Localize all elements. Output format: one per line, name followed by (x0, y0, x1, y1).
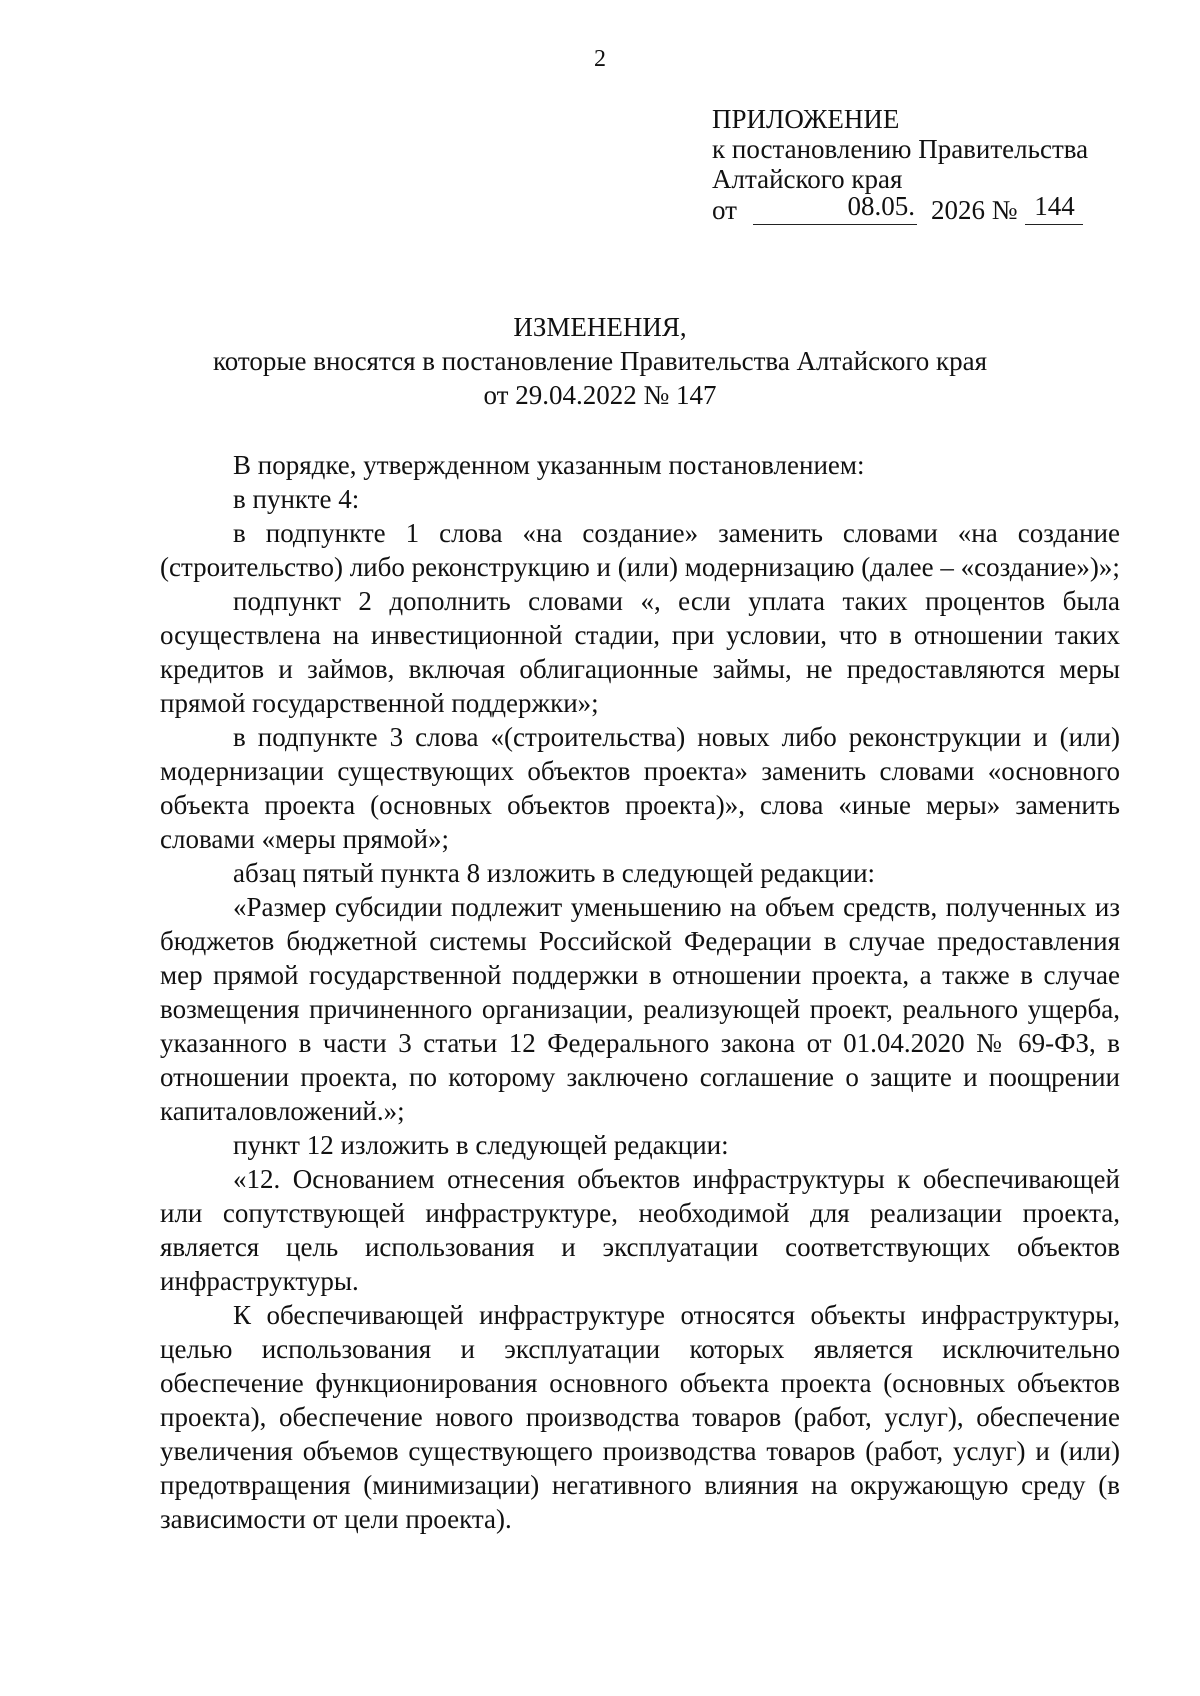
paragraph: «12. Основанием отнесения объектов инфраструктуры к обеспечивающей или сопутствующей инфраструктуре, необходимой для реализации проекта, является цель использования и эксплуатации соответствующих объектов инфраструктуры. (160, 1164, 1120, 1296)
paragraph: в подпункте 3 слова «(строительства) новых либо реконструкции и (или) модернизации существующих объектов проекта» заменить словами «основного объекта проекта (основных объектов проекта)», слова «иные меры» заменить словами «меры прямой»; (160, 722, 1120, 854)
appendix-year-number-label: 2026 № (930, 195, 1018, 225)
appendix-number-field: 144 (1025, 194, 1083, 225)
appendix-line-1: к постановлению Правительства (712, 134, 1089, 164)
paragraph: К обеспечивающей инфраструктуре относятся объекты инфраструктуры, целью использования и эксплуатации которых является исключительно обеспечение функционирования основного объекта проекта (основных объектов проекта), обеспечение нового производства товаров (работ, услуг), обеспечение увеличения объемов существующего производства товаров (работ, услуг) и (или) предотвращения (минимизации) негативного влияния на окружающую среду (в зависимости от цели проекта). (160, 1300, 1120, 1534)
paragraph: пункт 12 изложить в следующей редакции: (233, 1130, 729, 1160)
paragraph: подпункт 2 дополнить словами «, если уплата таких процентов была осуществлена на инвестиционной стадии, при условии, что в отношении таких кредитов и займов, включая облигационные займы, не предоставляются меры прямой государственной поддержки»; (160, 586, 1120, 718)
appendix-date-prefix: от (712, 195, 737, 225)
paragraph: абзац пятый пункта 8 изложить в следующей редакции: (233, 858, 876, 888)
heading-line-2: от 29.04.2022 № 147 (483, 380, 717, 410)
appendix-line-2: Алтайского края (712, 164, 903, 194)
appendix-block (712, 104, 1088, 225)
document-heading (0, 310, 1200, 412)
page-number: 2 (594, 46, 606, 72)
appendix-date-row (712, 191, 1088, 225)
heading-line-1: которые вносятся в постановление Правительства Алтайского края (212, 346, 987, 376)
paragraph: В порядке, утвержденном указанным постановлением: (233, 450, 865, 480)
paragraph: в подпункте 1 слова «на создание» заменить словами «на создание (строительство) либо реконструкцию и (или) модернизацию (далее – «создание»)»; (160, 518, 1120, 582)
heading-title: ИЗМЕНЕНИЯ, (513, 312, 687, 342)
appendix-date-field: 08.05. (753, 194, 917, 225)
document-body (160, 448, 1120, 1536)
paragraph: «Размер субсидии подлежит уменьшению на объем средств, полученных из бюджетов бюджетной системы Российской Федерации в случае предоставления мер прямой государственной поддержки в отношении проекта, а также в случае возмещения причиненного организации, реализующей проект, реального ущерба, указанного в части 3 статьи 12 Федерального закона от 01.04.2020 № 69-ФЗ, в отношении проекта, по которому заключено соглашение о защите и поощрении капиталовложений.»; (160, 892, 1120, 1126)
appendix-title: ПРИЛОЖЕНИЕ (712, 104, 900, 134)
paragraph: в пункте 4: (233, 484, 360, 514)
